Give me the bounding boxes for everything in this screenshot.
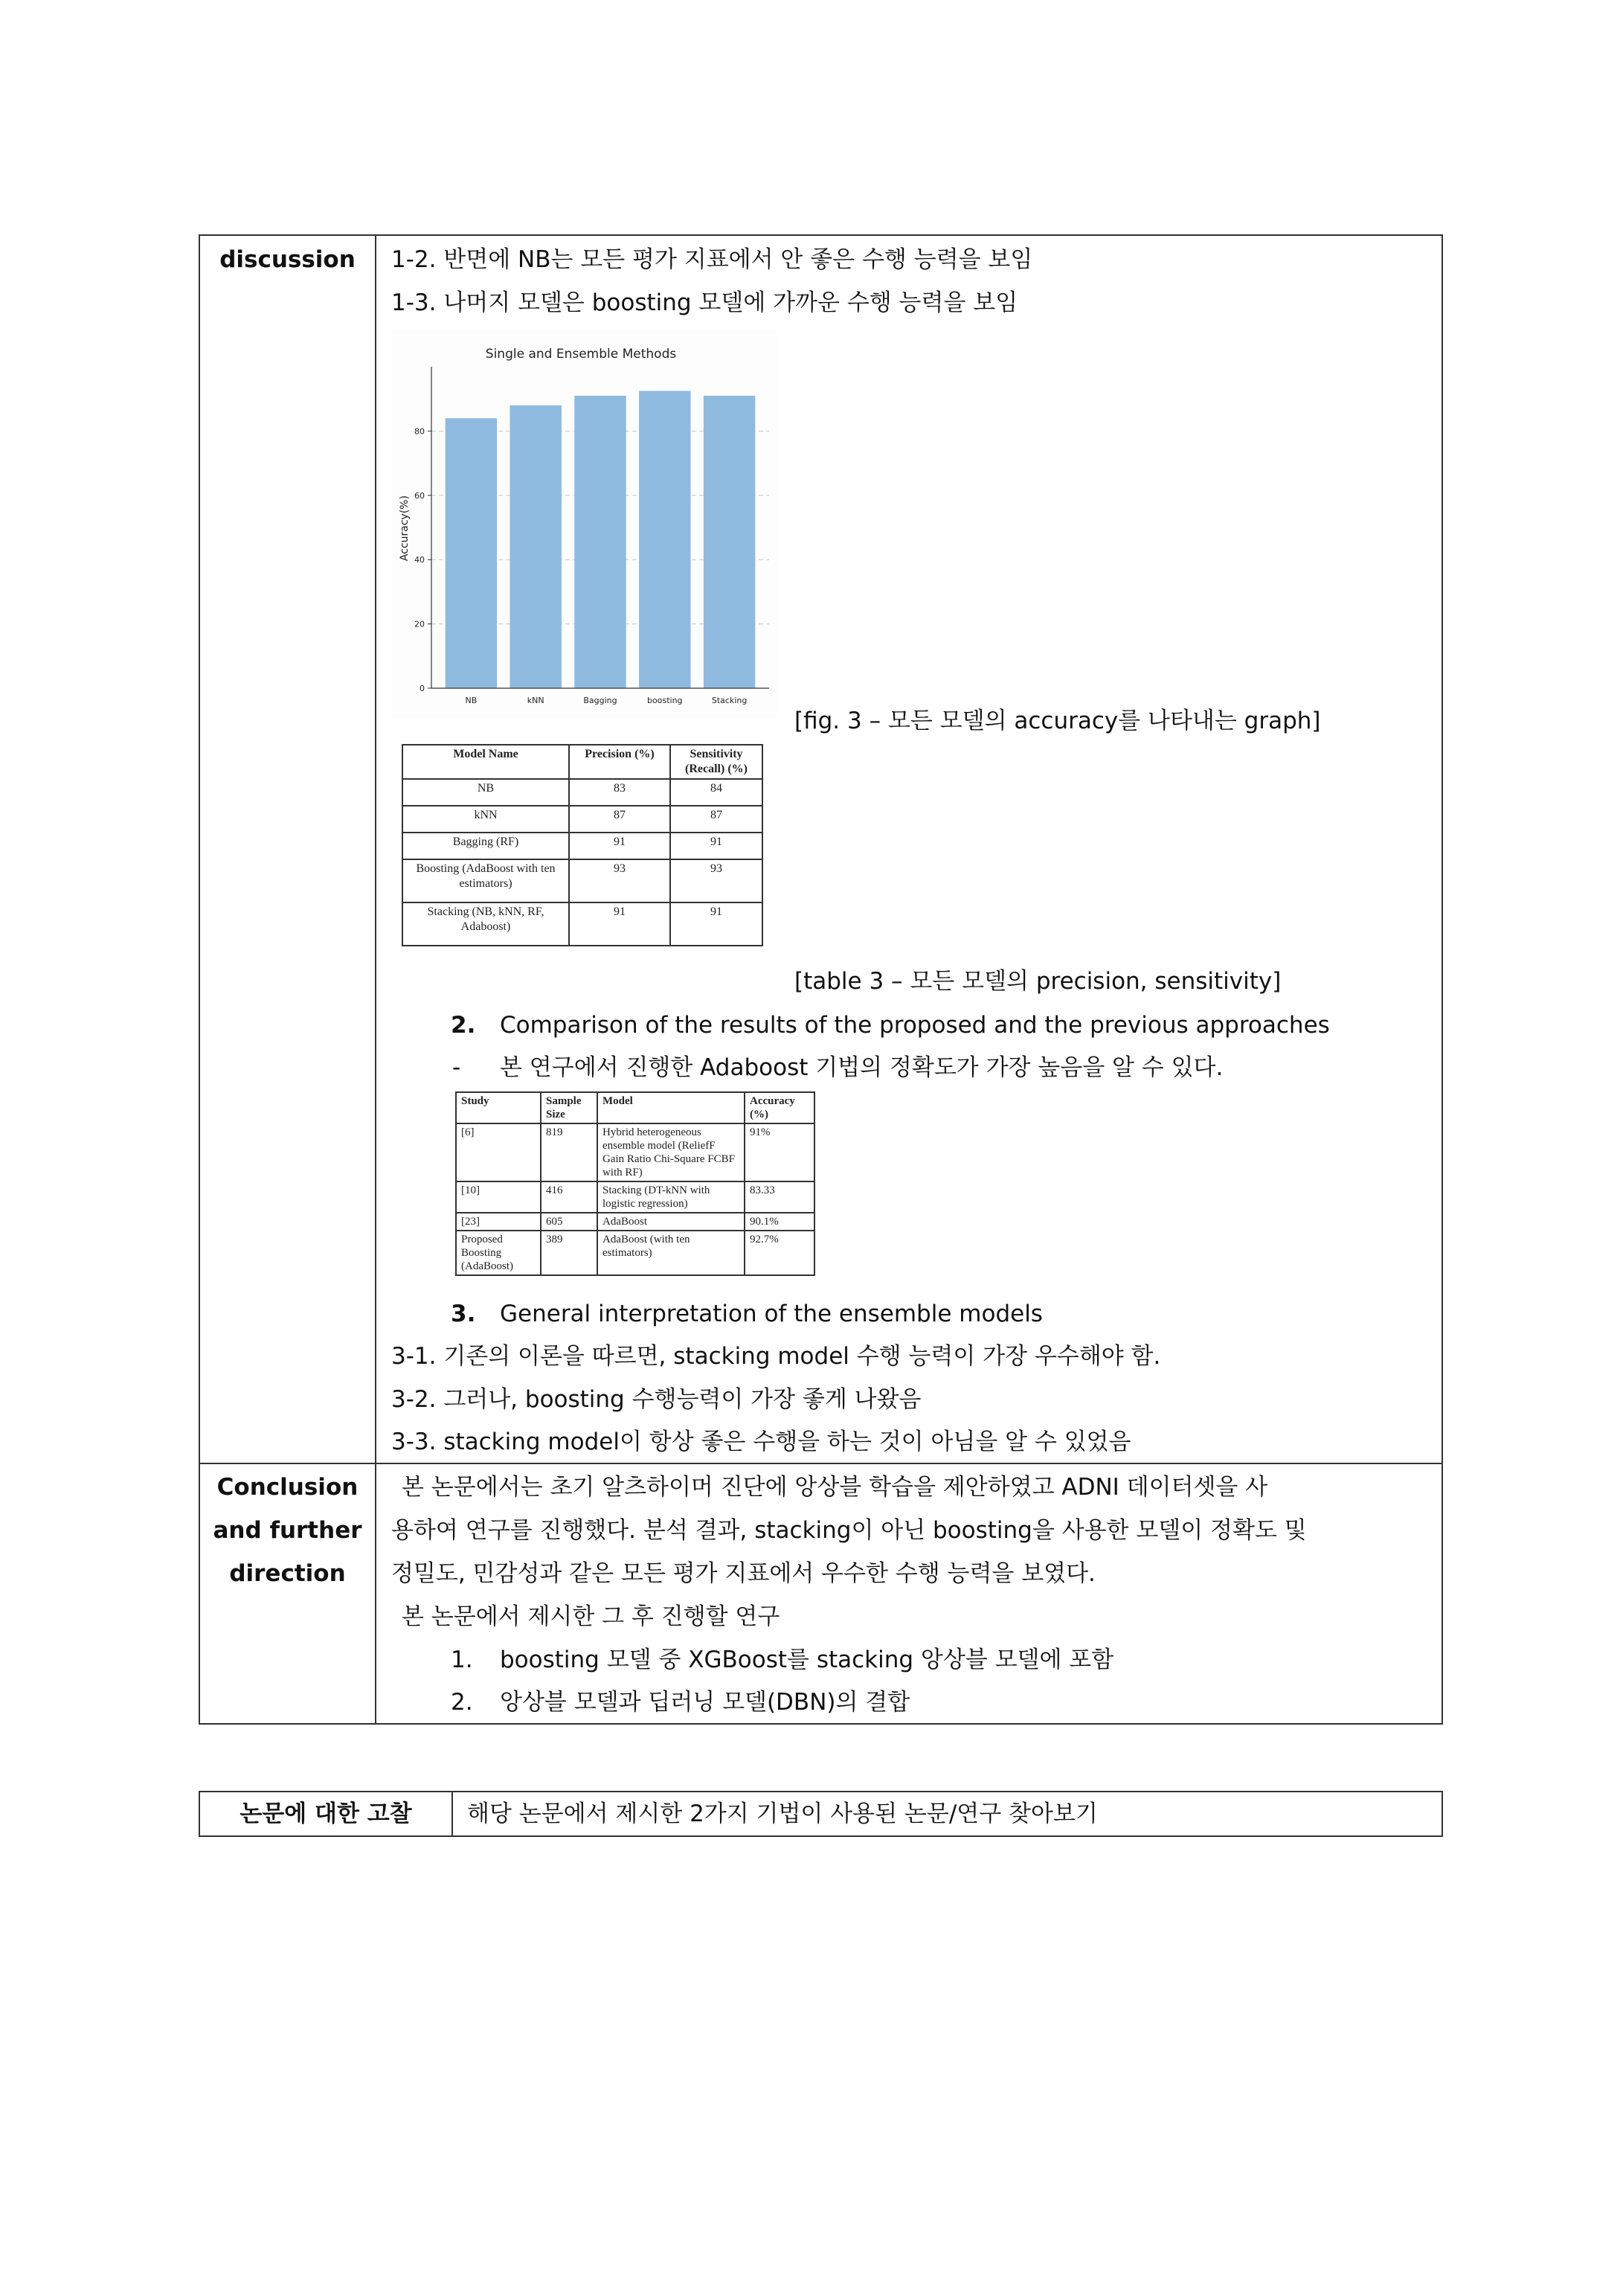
comparison-header-sample: Sample Size	[541, 1092, 597, 1123]
comparison-header-row	[456, 1092, 814, 1123]
section-3-number: 3.	[451, 1301, 476, 1327]
table-3-cell: 87	[569, 806, 670, 833]
chart-bar-knn	[510, 405, 561, 688]
table-3-cell: 84	[670, 779, 762, 806]
conclusion-para-line-1: 본 논문에서는 초기 알츠하이머 진단에 앙상블 학습을 제안하였고 ADNI 데이터셋을 사	[402, 1474, 1268, 1501]
comparison-header-accuracy: Accuracy (%)	[745, 1092, 814, 1123]
fig-3-caption: [fig. 3 – 모든 모델의 accuracy를 나타내는 graph]	[794, 708, 1321, 734]
comparison-header-study: Study	[456, 1092, 541, 1123]
accuracy-bar-chart	[391, 331, 778, 718]
comparison-row	[456, 1181, 814, 1213]
table-3-cell: Stacking (NB, kNN, RF, Adaboost)	[402, 902, 569, 946]
chart-y-tick-label: 40	[414, 555, 425, 565]
comparison-cell: 90.1%	[745, 1213, 814, 1231]
section-2-number: 2.	[451, 1012, 476, 1039]
table-3-row	[402, 806, 762, 833]
column-divider	[375, 234, 376, 1725]
table-3-cell: 91	[670, 902, 762, 946]
table-3-row	[402, 833, 762, 859]
table-3-cell: 93	[670, 859, 762, 902]
table-3-cell: 93	[569, 859, 670, 902]
table-3-header-row	[402, 745, 762, 779]
table-3-cell: Boosting (AdaBoost with ten estimators)	[402, 859, 569, 902]
chart-x-tick-label: Bagging	[583, 696, 617, 705]
comparison-cell: 389	[541, 1231, 597, 1275]
discussion-line-3-1: 3-1. 기존의 이론을 따르면, stacking model 수행 능력이 가장 우수해야 함.	[391, 1343, 1161, 1370]
conclusion-para-line-3: 정밀도, 민감성과 같은 모든 평가 지표에서 우수한 수행 능력을 보였다.	[391, 1560, 1096, 1587]
table-3-cell: NB	[402, 779, 569, 806]
future-research-intro: 본 논문에서 제시한 그 후 진행할 연구	[402, 1603, 780, 1630]
comparison-cell: AdaBoost (with ten estimators)	[597, 1231, 745, 1275]
discussion-line-3-3: 3-3. stacking model이 항상 좋은 수행을 하는 것이 아님을 알 수 있었음	[391, 1428, 1131, 1455]
review-text: 해당 논문에서 제시한 2가지 기법이 사용된 논문/연구 찾아보기	[467, 1800, 1098, 1827]
review-divider	[451, 1791, 453, 1837]
comparison-cell: 92.7%	[745, 1231, 814, 1275]
chart-x-tick-label: Stacking	[711, 696, 748, 705]
discussion-label: discussion	[219, 246, 356, 273]
comparison-cell: 819	[541, 1123, 597, 1181]
comparison-row	[456, 1231, 814, 1275]
comparison-cell: 605	[541, 1213, 597, 1231]
bullet-2-text: 본 연구에서 진행한 Adaboost 기법의 정확도가 가장 높음을 알 수 있다.	[500, 1054, 1224, 1081]
section-2-title: Comparison of the results of the proposed and the previous approaches	[500, 1012, 1330, 1039]
table-3-cell: 91	[569, 902, 670, 946]
table-3-row	[402, 859, 762, 902]
table-3-row	[402, 779, 762, 806]
table-3-header-model: Model Name	[402, 745, 569, 779]
table-3-wrapper	[402, 744, 763, 946]
comparison-cell: 83.33	[745, 1181, 814, 1213]
bullet-2-marker: -	[452, 1054, 461, 1081]
comparison-cell: [23]	[456, 1213, 541, 1231]
comparison-table-wrapper	[455, 1091, 815, 1276]
section-3-title: General interpretation of the ensemble models	[500, 1301, 1043, 1327]
chart-bar-bagging	[574, 396, 626, 688]
conclusion-label	[200, 1466, 375, 1595]
comparison-table	[455, 1091, 815, 1276]
table-3-cell: 91	[569, 833, 670, 859]
future-item-1-text: boosting 모델 중 XGBoost를 stacking 앙상블 모델에 포함	[500, 1646, 1114, 1673]
comparison-cell: 91%	[745, 1123, 814, 1181]
table-3-header-sensitivity: Sensitivity (Recall) (%)	[670, 745, 762, 779]
comparison-row	[456, 1123, 814, 1181]
table-3-cell: Bagging (RF)	[402, 833, 569, 859]
chart-y-tick-label: 0	[420, 684, 425, 693]
conclusion-label-line-3: direction	[229, 1560, 346, 1587]
future-item-2-number: 2.	[451, 1689, 473, 1716]
table-3-cell: 83	[569, 779, 670, 806]
comparison-header-model: Model	[597, 1092, 745, 1123]
chart-y-axis-label: Accuracy(%)	[399, 495, 411, 562]
comparison-cell: AdaBoost	[597, 1213, 745, 1231]
comparison-row	[456, 1213, 814, 1231]
chart-x-tick-label: kNN	[527, 696, 544, 705]
table-3-row	[402, 902, 762, 946]
comparison-cell: Proposed Boosting (AdaBoost)	[456, 1231, 541, 1275]
table-3-cell: 91	[670, 833, 762, 859]
discussion-line-3-2: 3-2. 그러나, boosting 수행능력이 가장 좋게 나왔음	[391, 1386, 922, 1413]
discussion-line-1-3: 1-3. 나머지 모델은 boosting 모델에 가까운 수행 능력을 보임	[391, 289, 1018, 316]
future-item-2-text: 앙상블 모델과 딥러닝 모델(DBN)의 결합	[500, 1689, 910, 1716]
review-label: 논문에 대한 고찰	[240, 1800, 412, 1827]
chart-svg	[391, 331, 778, 718]
chart-x-tick-label: NB	[465, 696, 478, 705]
table-3-caption: [table 3 – 모든 모델의 precision, sensitivity]	[794, 968, 1282, 995]
table-3-header-precision: Precision (%)	[569, 745, 670, 779]
chart-y-tick-label: 80	[414, 426, 425, 437]
chart-x-tick-label: boosting	[647, 696, 683, 705]
comparison-cell: Stacking (DT-kNN with logistic regression)	[597, 1181, 745, 1213]
comparison-cell: [6]	[456, 1123, 541, 1181]
chart-title: Single and Ensemble Methods	[485, 347, 677, 362]
future-item-1-number: 1.	[451, 1646, 473, 1673]
chart-y-tick-label: 20	[414, 619, 425, 629]
chart-y-tick-label: 60	[414, 490, 425, 501]
chart-bar-stacking	[704, 396, 755, 688]
conclusion-label-line-1: Conclusion	[216, 1474, 359, 1501]
chart-bar-nb	[446, 418, 497, 688]
chart-bar-boosting	[639, 391, 690, 688]
table-3-cell: 87	[670, 806, 762, 833]
conclusion-para-line-2: 용하여 연구를 진행했다. 분석 결과, stacking이 아닌 boosting을 사용한 모델이 정확도 및	[391, 1517, 1307, 1544]
conclusion-label-line-2: and further	[213, 1517, 362, 1544]
table-3-cell: kNN	[402, 806, 569, 833]
comparison-cell: 416	[541, 1181, 597, 1213]
comparison-cell: Hybrid heterogeneous ensemble model (ReliefF Gain Ratio Chi-Square FCBF with RF)	[597, 1123, 745, 1181]
discussion-line-1-2: 1-2. 반면에 NB는 모든 평가 지표에서 안 좋은 수행 능력을 보임	[391, 246, 1033, 273]
table-3	[402, 744, 763, 946]
comparison-cell: [10]	[456, 1181, 541, 1213]
